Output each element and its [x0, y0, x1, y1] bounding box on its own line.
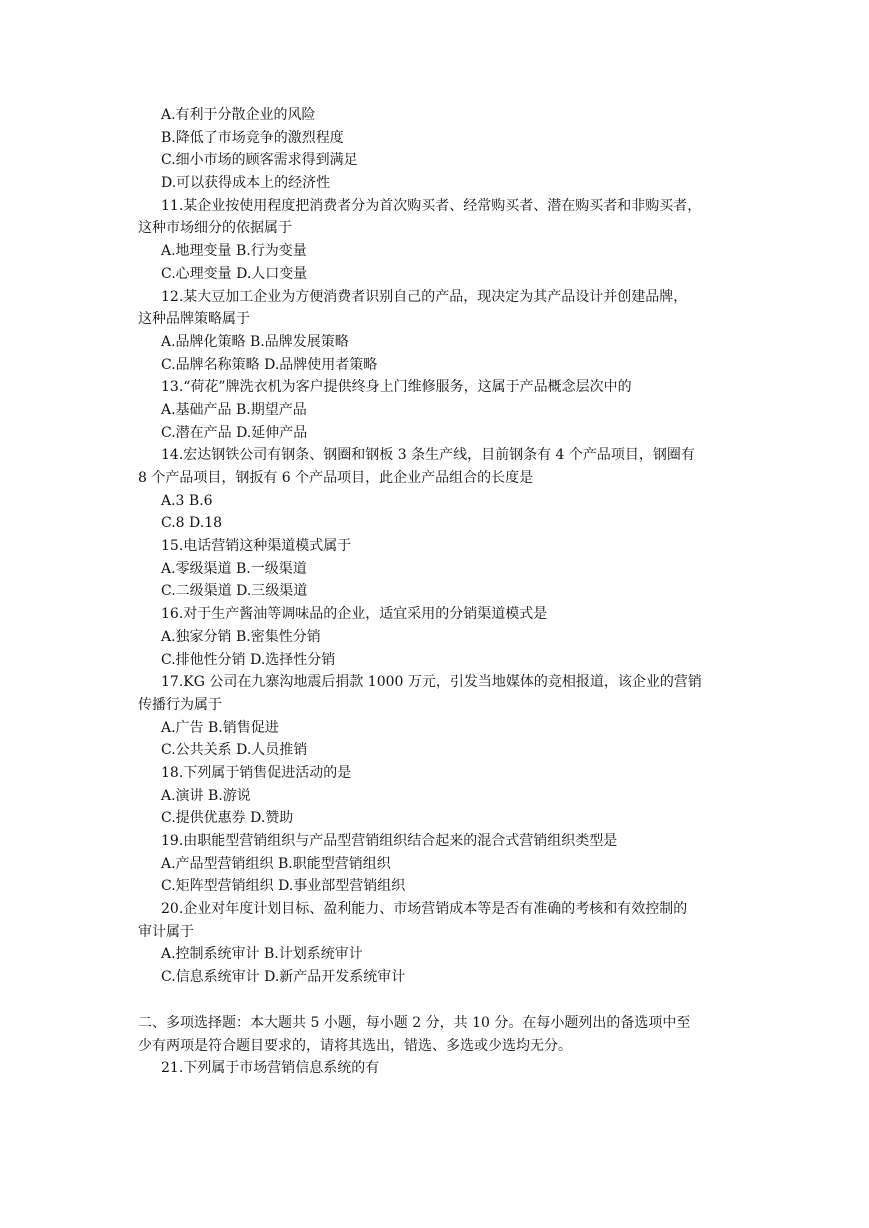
text-line: 8 个产品项目，钢扳有 6 个产品项目，此企业产品组合的长度是 [138, 470, 534, 486]
text-line: 这种品牌策略属于 [138, 311, 250, 328]
text-line: C.提供优惠券 D.赞助 [161, 810, 294, 827]
text-line: C.潜在产品 D.延伸产品 [161, 424, 308, 441]
text-line: 17.KG 公司在九寨沟地震后捐款 1000 万元，引发当地媒体的竞相报道，该企业的营销 [161, 674, 702, 691]
blank-line [138, 989, 738, 1012]
text-line: A.零级渠道 B.一级渠道 [161, 560, 307, 577]
text-line: A.独家分销 B.密集性分销 [161, 628, 321, 645]
text-line: 13.“荷花”牌洗衣机为客户提供终身上门维修服务，这属于产品概念层次中的 [161, 379, 632, 396]
text-line: C.品牌名称策略 D.品牌使用者策略 [161, 356, 378, 373]
text-line: C.心理变量 D.人口变量 [161, 265, 308, 282]
text-line: 18.下列属于销售促进活动的是 [161, 764, 352, 781]
question-text-block [138, 104, 738, 1080]
text-line: A.品牌化策略 B.品牌发展策略 [161, 333, 349, 350]
text-line: 二、多项选择题：本大题共 5 小题，每小题 2 分，共 10 分。在每小题列出的备选项中至 [138, 1014, 691, 1031]
text-line: D.可以获得成本上的经济性 [161, 175, 331, 192]
text-line: A.产品型营销组织 B.职能型营销组织 [161, 855, 391, 872]
text-line: A.广告 B.销售促进 [161, 719, 279, 736]
text-line: A.基础产品 B.期望产品 [161, 401, 307, 418]
text-line: 传播行为属于 [138, 696, 222, 713]
text-line: 16.对于生产酱油等调味品的企业，适宜采用的分销渠道模式是 [161, 606, 548, 623]
text-line: 少有两项是符合题目要求的，请将其选出，错选、多选或少选均无分。 [138, 1037, 572, 1054]
text-line: 21.下列属于市场营销信息系统的有 [161, 1060, 380, 1077]
text-line: 11.某企业按使用程度把消费者分为首次购买者、经常购买者、潜在购买者和非购买者， [161, 197, 702, 214]
text-line: C.矩阵型营销组织 D.事业部型营销组织 [161, 878, 406, 895]
text-line: C.二级渠道 D.三级渠道 [161, 583, 308, 600]
text-line: C.细小市场的顾客需求得到满足 [161, 152, 358, 169]
text-line: B.降低了市场竞争的激烈程度 [161, 129, 344, 146]
text-line: 20.企业对年度计划目标、盈利能力、市场营销成本等是否有准确的考核和有效控制的 [161, 901, 688, 918]
text-line: 12.某大豆加工企业为方便消费者识别自己的产品，现决定为其产品设计并创建品牌， [161, 288, 688, 305]
text-line: 这种市场细分的依据属于 [138, 220, 292, 237]
text-line: A.有利于分散企业的风险 [161, 107, 316, 123]
text-line: A.地理变量 B.行为变量 [161, 243, 307, 260]
text-line: C.信息系统审计 D.新产品开发系统审计 [161, 969, 406, 986]
text-line: A.演讲 B.游说 [161, 787, 251, 804]
text-line: A.3 B.6 [161, 492, 213, 509]
text-line: 审计属于 [138, 923, 194, 940]
text-line: C.排他性分销 D.选择性分销 [161, 651, 336, 668]
text-line: 15.电话营销这种渠道模式属于 [161, 538, 352, 555]
text-line: 19.由职能型营销组织与产品型营销组织结合起来的混合式营销组织类型是 [161, 833, 618, 849]
text-line: 14.宏达钢铁公司有钢条、钢圈和钢板 3 条生产线，目前钢条有 4 个产品项目，钢圈有 [161, 447, 695, 464]
text-line: C.8 D.18 [161, 515, 223, 532]
text-line: C.公共关系 D.人员推销 [161, 742, 308, 759]
text-line: A.控制系统审计 B.计划系统审计 [161, 946, 363, 963]
